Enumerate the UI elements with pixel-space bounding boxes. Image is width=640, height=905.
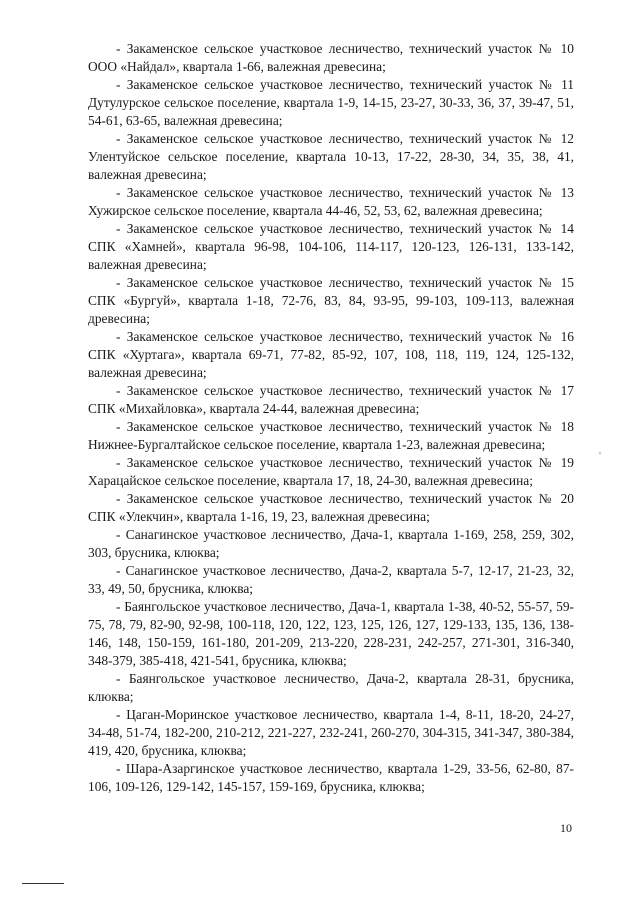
- paragraph-17: - Шара-Азаргинское участковое лесничество, квартала 1-29, 33-56, 62-80, 87-106, 109-126, 129-142, 145-157, 159-169, брусника, клюква;: [88, 761, 574, 794]
- paragraph-13: - Санагинское участковое лесничество, Дача-2, квартала 5-7, 12-17, 21-23, 32, 33, 49, 50, брусника, клюква;: [88, 563, 574, 596]
- paragraph-11: - Закаменское сельское участковое лесничество, технический участок № 20 СПК «Улекчин», квартала 1-16, 19, 23, валежная древесина;: [88, 491, 574, 524]
- paragraph-5: - Закаменское сельское участковое лесничество, технический участок № 14 СПК «Хамней», квартала 96-98, 104-106, 114-117, 120-123, 126-131, 133-142, валежная древесина;: [88, 221, 574, 272]
- paragraph-8: - Закаменское сельское участковое лесничество, технический участок № 17 СПК «Михайловка», квартала 24-44, валежная древесина;: [88, 383, 574, 416]
- paragraph-10: - Закаменское сельское участковое лесничество, технический участок № 19 Харацайское сельское поселение, квартала 17, 18, 24-30, валежная древесина;: [88, 455, 574, 488]
- paragraph-1: - Закаменское сельское участковое лесничество, технический участок № 10 ООО «Найдал», квартала 1-66, валежная древесина;: [88, 41, 574, 74]
- paragraph-2: - Закаменское сельское участковое лесничество, технический участок № 11 Дутулурское сельское поселение, квартала 1-9, 14-15, 23-27, 30-33, 36, 37, 39-47, 51, 54-61, 63-65, валежная древесина;: [88, 77, 574, 128]
- footnote-separator: [22, 883, 64, 884]
- paragraph-4: - Закаменское сельское участковое лесничество, технический участок № 13 Хужирское сельское поселение, квартала 44-46, 52, 53, 62, валежная древесина;: [88, 185, 574, 218]
- paragraph-6: - Закаменское сельское участковое лесничество, технический участок № 15 СПК «Бургуй», квартала 1-18, 72-76, 83, 84, 93-95, 99-103, 109-113, валежная древесина;: [88, 275, 574, 326]
- paragraph-15: - Баянгольское участковое лесничество, Дача-2, квартала 28-31, брусника, клюква;: [88, 671, 574, 704]
- paragraph-3: - Закаменское сельское участковое лесничество, технический участок № 12 Улентуйское сельское поселение, квартала 10-13, 17-22, 28-30, 34, 35, 38, 41, валежная древесина;: [88, 131, 574, 182]
- page-number: 10: [560, 821, 572, 835]
- margin-mark: ': [599, 450, 601, 462]
- paragraph-9: - Закаменское сельское участковое лесничество, технический участок № 18 Нижнее-Бургалтайское сельское поселение, квартала 1-23, валежная древесина;: [88, 419, 574, 452]
- paragraph-16: - Цаган-Моринское участковое лесничество, квартала 1-4, 8-11, 18-20, 24-27, 34-48, 51-74, 182-200, 210-212, 221-227, 232-241, 260-270, 304-315, 341-347, 380-384, 419, 420, брусника, клюква;: [88, 707, 574, 758]
- paragraph-7: - Закаменское сельское участковое лесничество, технический участок № 16 СПК «Хуртага», квартала 69-71, 77-82, 85-92, 107, 108, 118, 119, 124, 125-132, валежная древесина;: [88, 329, 574, 380]
- paragraph-12: - Санагинское участковое лесничество, Дача-1, квартала 1-169, 258, 259, 302, 303, брусника, клюква;: [88, 527, 574, 560]
- paragraph-14: - Баянгольское участковое лесничество, Дача-1, квартала 1-38, 40-52, 55-57, 59-75, 78, 79, 82-90, 92-98, 100-118, 120, 122, 123, 125, 126, 127, 129-133, 135, 136, 138-146, 148, 150-159, 161-180, 201-209, 213-220, 228-231, 242-257, 271-301, 316-340, 348-379, 385-418, 421-541, брусника, клюква;: [88, 599, 574, 668]
- document-body: [88, 40, 574, 796]
